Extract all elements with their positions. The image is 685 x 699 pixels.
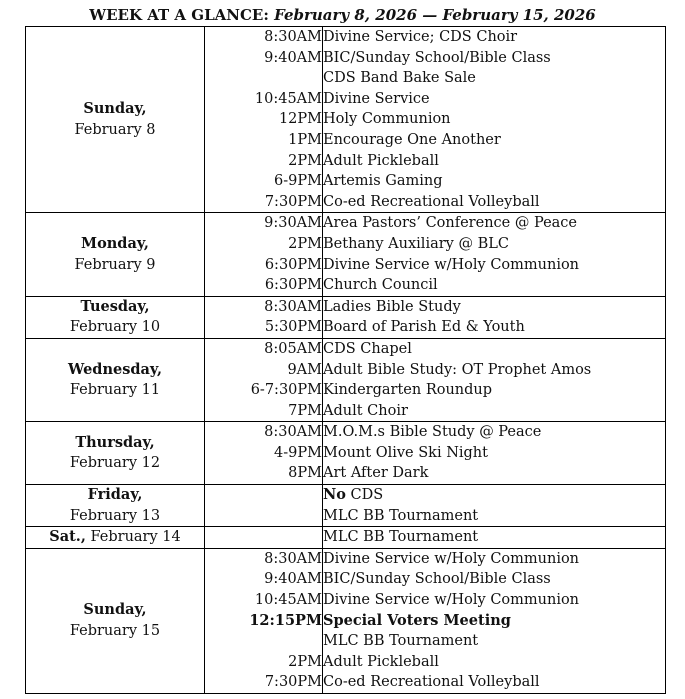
day-label-cell [26, 213, 205, 296]
day-name: Monday, [81, 235, 149, 253]
times-cell [205, 422, 323, 485]
event-name: BIC/Sunday School/Bible Class [323, 571, 551, 588]
day-label-cell [26, 27, 205, 213]
event-time: 9:30AM [264, 215, 322, 232]
day-label-cell [26, 422, 205, 485]
event-time [205, 527, 322, 548]
event-time: 6-7:30PM [250, 382, 322, 399]
event-time: 9AM [287, 361, 322, 378]
event-time: 7:30PM [264, 674, 322, 691]
events-cell [323, 548, 666, 693]
day-name: Sunday, [83, 100, 147, 118]
event-emphasis: No [323, 486, 346, 504]
event-time [205, 68, 322, 89]
day-row [26, 422, 666, 485]
times-cell [205, 485, 323, 527]
event-time: 5:30PM [264, 319, 322, 336]
event-name: MLC BB Tournament [323, 529, 479, 546]
event-time: 2PM [288, 653, 322, 670]
times-cell [205, 213, 323, 296]
event-time: 7PM [288, 402, 322, 419]
title-date-range: February 8, 2026 — February 15, 2026 [274, 6, 596, 24]
day-date: February 12 [69, 455, 161, 472]
event-name: Divine Service [323, 90, 430, 107]
event-name: Ladies Bible Study [323, 298, 461, 315]
event-name: BIC/Sunday School/Bible Class [323, 49, 551, 66]
event-name: Divine Service; CDS Choir [323, 29, 518, 45]
day-row [26, 548, 666, 693]
times-cell [205, 527, 323, 549]
day-row [26, 27, 666, 213]
event-time [205, 506, 322, 527]
times-cell [205, 548, 323, 693]
event-time: 12PM [278, 111, 322, 128]
day-date: February 11 [69, 382, 161, 399]
event-name: Adult Pickleball [323, 653, 439, 670]
event-time: 2PM [288, 152, 322, 169]
event-name: Divine Service w/Holy Communion [323, 256, 580, 273]
event-name: Co-ed Recreational Volleyball [323, 193, 540, 210]
event-time: 8:30AM [264, 550, 322, 567]
event-name: Special Voters Meeting [323, 611, 511, 629]
events-cell [323, 422, 666, 485]
event-name: Divine Service w/Holy Communion [323, 550, 580, 567]
event-name: Adult Choir [323, 402, 408, 419]
event-name: CDS Chapel [323, 340, 412, 357]
event-time: 7:30PM [264, 193, 322, 210]
event-text: CDS [345, 487, 384, 504]
day-name: Friday, [87, 486, 143, 504]
event-name [323, 485, 665, 506]
event-name: Artemis Gaming [323, 173, 443, 190]
event-name: Art After Dark [323, 465, 429, 482]
events-cell [323, 527, 666, 549]
day-label-cell [26, 548, 205, 693]
event-name: Adult Bible Study: OT Prophet Amos [323, 361, 592, 378]
event-time [205, 631, 322, 652]
event-time: 8:05AM [264, 340, 322, 357]
events-cell [323, 213, 666, 296]
event-name: Board of Parish Ed & Youth [323, 319, 525, 336]
day-row [26, 338, 666, 421]
day-label-cell [26, 485, 205, 527]
event-time: 10:45AM [254, 592, 322, 609]
page-title [0, 6, 685, 24]
event-name: Co-ed Recreational Volleyball [323, 674, 540, 691]
event-time: 9:40AM [264, 49, 322, 66]
events-cell [323, 485, 666, 527]
event-name: Mount Olive Ski Night [323, 444, 488, 461]
events-cell [323, 296, 666, 338]
event-time: 12:15PM [249, 611, 322, 629]
event-name: Encourage One Another [323, 131, 501, 148]
day-name: Thursday, [75, 433, 155, 451]
day-row [26, 527, 666, 549]
event-name: Adult Pickleball [323, 152, 439, 169]
event-time [205, 485, 322, 506]
title-label: WEEK AT A GLANCE: [89, 6, 269, 24]
event-time: 4-9PM [274, 444, 322, 461]
event-time: 10:45AM [254, 90, 322, 107]
event-time: 8:30AM [264, 29, 322, 45]
event-name: M.O.M.s Bible Study @ Peace [323, 424, 542, 441]
event-name: Area Pastors’ Conference @ Peace [323, 215, 577, 232]
event-time: 6:30PM [264, 256, 322, 273]
event-name: Holy Communion [323, 111, 451, 128]
event-name: Divine Service w/Holy Communion [323, 592, 580, 609]
day-date: February 10 [69, 319, 161, 336]
event-time: 6-9PM [274, 173, 322, 190]
events-cell [323, 27, 666, 213]
day-label-cell [26, 527, 205, 549]
day-date: February 15 [69, 622, 161, 639]
event-time: 9:40AM [264, 571, 322, 588]
event-name: Kindergarten Roundup [323, 382, 493, 399]
event-name: Bethany Auxiliary @ BLC [323, 235, 509, 252]
day-name: Tuesday, [80, 297, 150, 315]
day-label-cell [26, 338, 205, 421]
day-row [26, 485, 666, 527]
event-name: Church Council [323, 277, 438, 294]
event-name: CDS Band Bake Sale [323, 70, 476, 87]
day-label-cell [26, 296, 205, 338]
event-time: 1PM [288, 131, 322, 148]
day-name: Sat., [49, 528, 86, 546]
events-cell [323, 338, 666, 421]
times-cell [205, 296, 323, 338]
day-date: February 9 [74, 256, 156, 273]
day-name: Wednesday, [67, 360, 163, 378]
times-cell [205, 338, 323, 421]
day-date: February 13 [69, 507, 161, 524]
times-cell [205, 27, 323, 213]
event-time: 6:30PM [264, 277, 322, 294]
day-date: February 14 [85, 529, 181, 546]
event-name: MLC BB Tournament [323, 507, 479, 524]
event-time: 2PM [288, 235, 322, 252]
event-name: MLC BB Tournament [323, 633, 479, 650]
week-schedule-table [25, 26, 666, 694]
week-schedule-body [26, 27, 666, 694]
event-time: 8PM [288, 465, 322, 482]
event-time: 8:30AM [264, 298, 322, 315]
event-time: 8:30AM [264, 424, 322, 441]
day-date: February 8 [74, 121, 156, 138]
day-name: Sunday, [83, 601, 147, 619]
day-row [26, 213, 666, 296]
day-row [26, 296, 666, 338]
